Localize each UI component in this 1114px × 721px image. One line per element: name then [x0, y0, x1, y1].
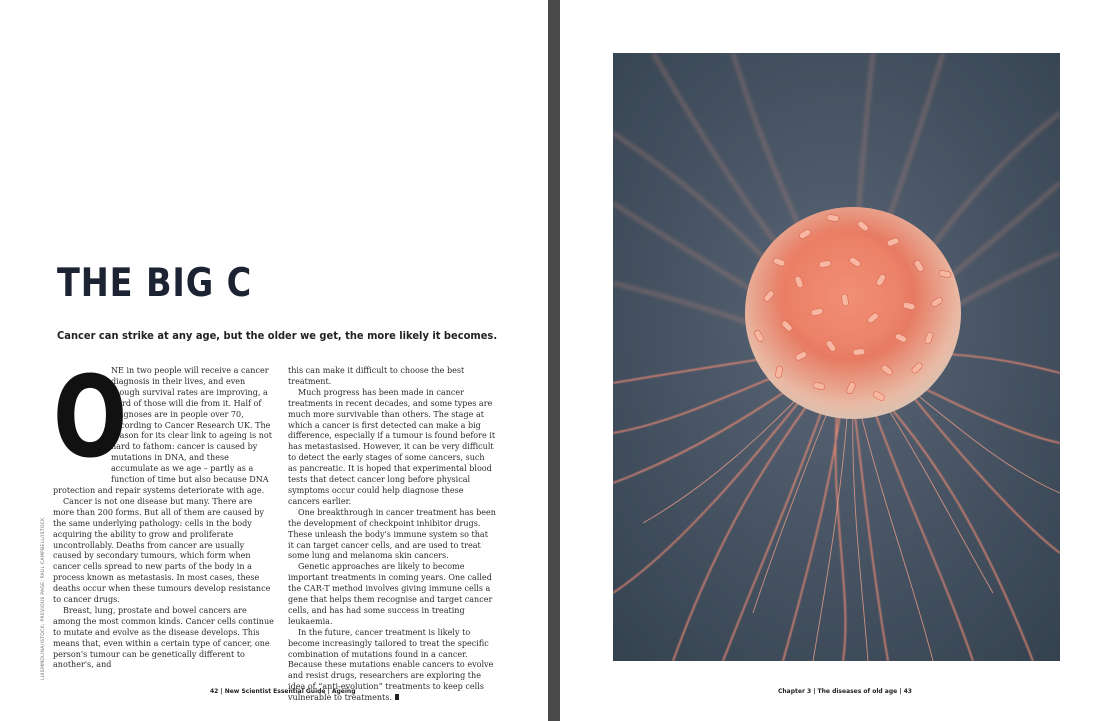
drop-cap: O [53, 353, 128, 483]
paragraph: Genetic approaches are likely to become important treatments in coming years. One called the CAR-T method involves giving immune cells a gene that helps them recognise and target cancer cells, and has had some success in treating leukaemia. [288, 562, 493, 626]
paragraph: NE in two people will receive a cancer diagnosis in their lives, and even though survival rates are improving, a third of those will die from it. Half of diagnoses are in people over 70, according to Cancer Research UK. The reason for its clear link to ageing is not hard to fathom: cancer is caused by mutations in DNA, and these accumulate as we age – partly as a function of time but also because DNA protection and repair systems deteriorate with age. [53, 366, 272, 495]
paragraph: Cancer is not one disease but many. There are more than 200 forms. But all of them are caused by the same underlying pathology: cells in the body acquiring the ability to grow and proliferate uncontrollably. Deaths from cancer are usually caused by secondary tumours, which form when cancer cells spread to new parts of the body in a process known as metastasis. In most cases, these deaths occur when these tumours develop resistance to cancer drugs. [53, 496, 271, 605]
cancer-cell-image [613, 53, 1060, 661]
article-title: THE BIG C [57, 261, 253, 306]
paragraph: Much progress has been made in cancer treatments in recent decades, and some types are much more survivable than others. The stage at which a cancer is first detected can make a big difference, especially if a tumour is found before it has metastasised. However, it can be very difficult to detect the early stages of some cancers, such as pancreatic. It is hoped that experimental blood tests that detect cancer long before physical symptoms occur could help diagnose these cancers earlier. [288, 387, 496, 506]
paragraph-text: In the future, cancer treatment is likely to become increasingly tailored to treat the specific combination of mutations found in a cancer. Because these mutations enable cancers to evolve and resist drugs, researchers are exploring the idea of “anti-evolution” treatments to keep cells vulnerable to treatments. [288, 627, 494, 703]
page-folio: Chapter 3 | The diseases of old age | 43 [778, 688, 912, 695]
text-column-2 [288, 366, 496, 704]
article-standfirst: Cancer can strike at any age, but the older we get, the more likely it becomes. [57, 329, 498, 342]
paragraph: this can make it difficult to choose the best treatment. [288, 366, 465, 386]
end-mark-icon [395, 694, 399, 700]
text-column-1 [53, 353, 275, 671]
paragraph: Breast, lung, prostate and bowel cancers are among the most common kinds. Cancer cells continue to mutate and evolve as the disease develops. This means that, even within a certain type of cancer, one person's tumour can be genetically different to another's, and [53, 605, 274, 670]
photo-credit: LUISMMOLINA/ISTOCK; PREVIOUS PAGE: PAUL CAMPBELL/ISTOCK [41, 517, 46, 680]
paragraph: One breakthrough in cancer treatment has been the development of checkpoint inhibitor drugs. These unleash the body's immune system so that it can target cancer cells, and are used to treat some lung and melanoma skin cancers. [288, 507, 496, 561]
page-folio: 42 | New Scientist Essential Guide | Ageing [210, 688, 356, 695]
left-page [0, 0, 548, 721]
right-page [560, 0, 1114, 721]
